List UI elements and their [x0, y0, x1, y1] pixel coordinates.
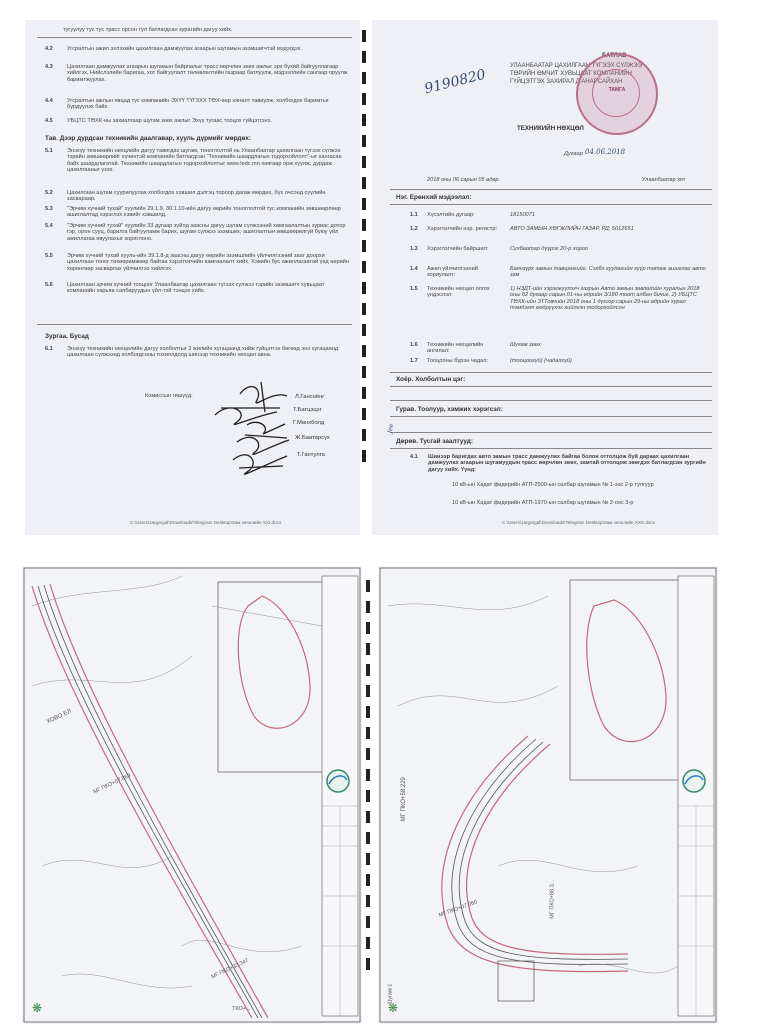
binder-holes — [362, 30, 366, 471]
route-label: МГ ПКО+57.869 — [92, 772, 132, 796]
item-text: Энэхүү техникийн нөхцлийн дагуу тавигдах шугам, тоноглолтой нь Улаанбаатар цахилгаан түгээх сүлжээ тэрийн зөвшөөрлийг хүчинтэй компанийн батлагдсан "Техникийн шаардлагын тодорхойлолт"-ыг хангасан байх шаардлагатай. Техникийн шаардлагын тодорхойлолтыг www.ledc.mn хаягаар орж хуулж, дурдаж цахилгааныг үзэх. — [67, 148, 342, 174]
section-4-title: Дөрөв. Тусгай заалтууд: — [396, 438, 473, 445]
commission-label: Комиссын гишүүд: — [145, 393, 193, 399]
top-line: тугуулуу тус тус трасс орсон тул батлагдсан зурагийн дагуу хийх. — [63, 27, 233, 33]
divider — [390, 400, 712, 401]
handwritten-signatures — [25, 20, 360, 535]
field-value: 18150071 — [510, 212, 535, 218]
item-text: "Эрчим хүчний тухай" хуулийн 33 дугаар зүйлд заасны дагуу шугам сүлжээний хамгаалалтын зурвас дотор гэр, орон сууц, барилга байгууламж барих, шугам сүлжээ эзэмших, ашиглалтын зөвшөөрөлгүй буюу үйл ажиллагаа явуулахыг хориглоно. — [67, 223, 346, 242]
footer-path: C:\Users\Jargargal\Downloads\Telegram Desktop\Зам хөгжлийн XXK.docx — [502, 520, 656, 525]
svg-text:❋: ❋ — [32, 1001, 43, 1015]
field-label: Хүсэлтийн дугаар: — [427, 212, 475, 218]
margin-note: Jee — [386, 423, 396, 434]
city: Улаанбаатар хот — [642, 177, 686, 183]
binder-holes — [366, 580, 370, 979]
approval-word: БАТЛАВ — [602, 53, 627, 59]
item-text: Энэхүү техникийн нөхцөлийн дагуу холболтыг 2 жилийн хугацаанд хийж гүйцэтгэх бөгөөд энэ хугацаанд цахилгаан сүлжээнд холбогдсоны тохиолдолд шинээр техникийн нөхцөл авна. — [67, 346, 339, 359]
svg-text:❋: ❋ — [388, 1001, 399, 1015]
signer-name: Т.Батцэцэг — [293, 407, 322, 413]
field-label: Техникийн нөхцөл олгох үндэслэл: — [427, 286, 490, 299]
field-label: Техникийн нөхцөлийн ангилал: — [427, 342, 484, 355]
road-plan-right — [378, 566, 718, 1024]
item-text: "Эрчим хүчний тухай" хуулийн 29.1.9, 30.1.10-ийн дагуу өөрийн тоноглолтой тус компанийн зөвшөөрлөөр ашиглалтад хэрэглэх хэвийг хэвшилд. — [67, 206, 341, 219]
field-value: 1) НЗДТ-ийн хэрэгжүүлэгч газрын Авто замын зөвлөлийн хуралын 2018 оны 02 дугаар сарын 01-ны өдрийн 3/180 тоот албан бичиг. 2) УБЦТС ТӨХК-ийн ЗТТовчийн 2018 оны 1 дүгээр сарын 29-ны өдрийн хурал тэмдэгт мэдрүүлэх хийлгэн тодорхойлсон — [510, 286, 700, 312]
field-value: Шугам зөөх — [510, 342, 541, 348]
divider — [390, 386, 712, 387]
item-number: 4.1 — [410, 454, 418, 460]
item-text: Шинээр баригдах авто замын трасс дамжуулах байгаа болон оттолцож буй дараах цахилгаан дамжуулах агаарын шугамуудын трасс өөрчлөн зөөх, замтай оттолцож зөөгдэх батлагдсан зургийн дагуу хийх. Үүнд: — [428, 454, 706, 473]
field-value: Сүхбаатар дүүрэг 20-р хороо — [510, 246, 589, 252]
route-label: МГ ПКО+07.060 — [438, 899, 479, 919]
approval-line: ГҮЙЦЭТГЭХ ЗАХИРАЛ Д.АНАРСАЙХАН — [510, 79, 623, 85]
field-number: 1.6 — [410, 342, 418, 348]
item-number: 5.4 — [45, 223, 53, 229]
field-label: Хэрэглэгчийн байршил: — [427, 246, 489, 252]
item-text: Угсралтын ажлын явцад тус компанийн ЭХҮҮ ТҮГЗХХ ТӨХ-өөр хяналт тавиулж, холбогдох баримтыг бүрдүүлэх байх. — [67, 98, 329, 111]
route-label: ХОВО ЕЛ — [45, 708, 73, 726]
section-1-title: Нэг. Ерөнхий мэдээлэл: — [396, 194, 472, 201]
field-number: 1.3 — [410, 246, 418, 252]
doc-number-label: Дугаар — [564, 151, 583, 157]
right-drawing-sheet — [378, 566, 718, 1024]
drawing-spread — [0, 560, 768, 1024]
section-5-title: Тав. Дээр дурдсан техникийн даалгавар, хууль дүрмийг мөрдөх: — [45, 135, 252, 142]
route-label: МГ ПКО+58.229 — [400, 777, 407, 822]
section-3-title: Гурав. Тоолуур, хэмжих хэрэгсэл: — [396, 406, 503, 413]
left-drawing-sheet — [22, 566, 362, 1024]
divider — [390, 189, 712, 190]
field-label: Тооцооны бүрэн чадал: — [427, 358, 489, 364]
item-text: Эрчим хүчний тухай хууль-ийн 39.1.8-д заасны дагуу өөрийн эзэмшлийн үйлчилгээний зааг доорхи цахилгаан тоног төхөөрөмжөөр байгаа хэрэглэгчийн хамгаалалт хийх. Хэвийн бус ажиллагаатай үед өөрийн хөрөнгөөр засварлах үйлчилгээ хийлгэх. — [67, 253, 349, 272]
divider — [390, 372, 712, 373]
right-page — [372, 20, 718, 535]
divider — [390, 432, 712, 433]
bullet-item: 10 кВ-ын Хадат фидерийн АТП-1970-ын салбар шугамын № 2-оос 3-р — [452, 500, 634, 506]
footer-path: C:\Users\Jargargal\Downloads\Telegram Desktop\Зам хөгжлийн XXI.docx — [130, 520, 282, 525]
route-label: МГ ПКО+33.347 — [210, 957, 250, 981]
item-number: 5.6 — [45, 282, 53, 288]
field-label: Хэрэглэгчийн нэр, регистр: — [427, 226, 498, 232]
vertical-label: Шугам 1 — [387, 983, 394, 1005]
signer-name: Т.Гантулга — [297, 452, 325, 458]
field-number: 1.1 — [410, 212, 418, 218]
divider — [390, 416, 712, 417]
item-number: 5.3 — [45, 206, 53, 212]
item-number: 6.1 — [45, 346, 53, 352]
approval-line: ТӨРИЙН ӨМЧИТ ХУВЬЦААТ КОМПАНИЙН — [510, 71, 632, 77]
bullet-item: 10 кВ-ын Хадат фидерийн АТП-2500-ын салбар шугамын № 1-ээс 2-р тулгуур — [452, 482, 654, 488]
road-plan-left — [22, 566, 362, 1024]
approval-line: УЛААНБААТАР ЦАХИЛГААН ТҮГЭЭХ СҮЛЖЭЭ — [510, 63, 643, 69]
field-value: Баянзүрх замын тавцангийг. Сэлбэ гуулагийн гүүр татаж ашиглах авто зам — [510, 266, 706, 279]
field-number: 1.2 — [410, 226, 418, 232]
field-number: 1.7 — [410, 358, 418, 364]
item-number: 5.2 — [45, 190, 53, 196]
item-number: 5.5 — [45, 253, 53, 259]
divider — [390, 448, 712, 449]
item-text: Угсралтын ажил эхлэхийн цахилгаан дамжуулах агаарын шугамын эзэмшигчтэй мэдэгдэх. — [67, 46, 302, 52]
document-title: ТЕХНИКИЙН НӨХЦӨЛ — [517, 125, 584, 132]
official-stamp — [576, 53, 658, 135]
stamp-text: ТАМГА — [608, 87, 626, 93]
item-text: Цахилгаан шугам суурилуулах холбогдох хэвшил дэлгэц тороор дагаж мөрдөх, бүх очсонд сүүлийн засвараар. — [67, 190, 326, 203]
item-number: 4.3 — [45, 64, 53, 70]
item-text: Цахилгаан дамжуулах агаарын шугамын байрлалыг трасс өөрчлөн зөөх ажлыг эрх бүхий байгууллагаар хийлгэх, Нийслэлийн баригаа, хот байгуулалт төлөвлөлтийн газраар батлуулж, мэдээллийн сангаар оруулж баримтжуулах. — [67, 64, 348, 83]
doc-number: 04.06.2018 — [585, 148, 626, 156]
item-text: Цахилгаан эрчим хүчний тооцоог Улаанбаатар цахилгаан түгээх сүлжээ тэрийн эзэмшигч хувьцаат компанийн харьяа салбаруудын үйл-тэй тэнцэх хийх. — [67, 282, 325, 295]
field-value: (тооцоогүй) (чадалгүй) — [510, 358, 572, 364]
item-number: 4.2 — [45, 46, 53, 52]
date-line: 2018 оны 06 сарын 05 өдөр — [427, 177, 499, 183]
signer-name: Ж.Баатарсүх — [295, 435, 330, 441]
item-text: УБЦТС ТӨХК-ны захиалгаар шугам зөөх ажлыг Эхүү тугаас тооцох гүйцэтгэнэ. — [67, 118, 273, 124]
signer-name: Г.Мөнхболд — [293, 420, 325, 426]
section-6-title: Зургаа. Бусад — [45, 333, 89, 340]
signer-name: Л.Гансоёнг — [295, 394, 325, 400]
field-value: АВТО ЗАМЫН ХӨГЖЛИЙН ГАЗАР, РД: 5012651 — [510, 226, 634, 232]
item-number: 4.4 — [45, 98, 53, 104]
left-page — [25, 20, 360, 535]
handwritten-number: 9190820 — [422, 66, 488, 98]
item-number: 4.5 — [45, 118, 53, 124]
divider — [390, 204, 712, 205]
route-label: МГ ПКО+88.3... — [549, 879, 556, 919]
item-number: 5.1 — [45, 148, 53, 154]
route-label: ТКО+... — [232, 1006, 251, 1012]
field-label: Ажил үйлчилгээний зориулалт: — [427, 266, 478, 279]
field-number: 1.4 — [410, 266, 418, 272]
section-2-title: Хоёр. Холболтын цэг: — [396, 376, 466, 383]
field-number: 1.5 — [410, 286, 418, 292]
